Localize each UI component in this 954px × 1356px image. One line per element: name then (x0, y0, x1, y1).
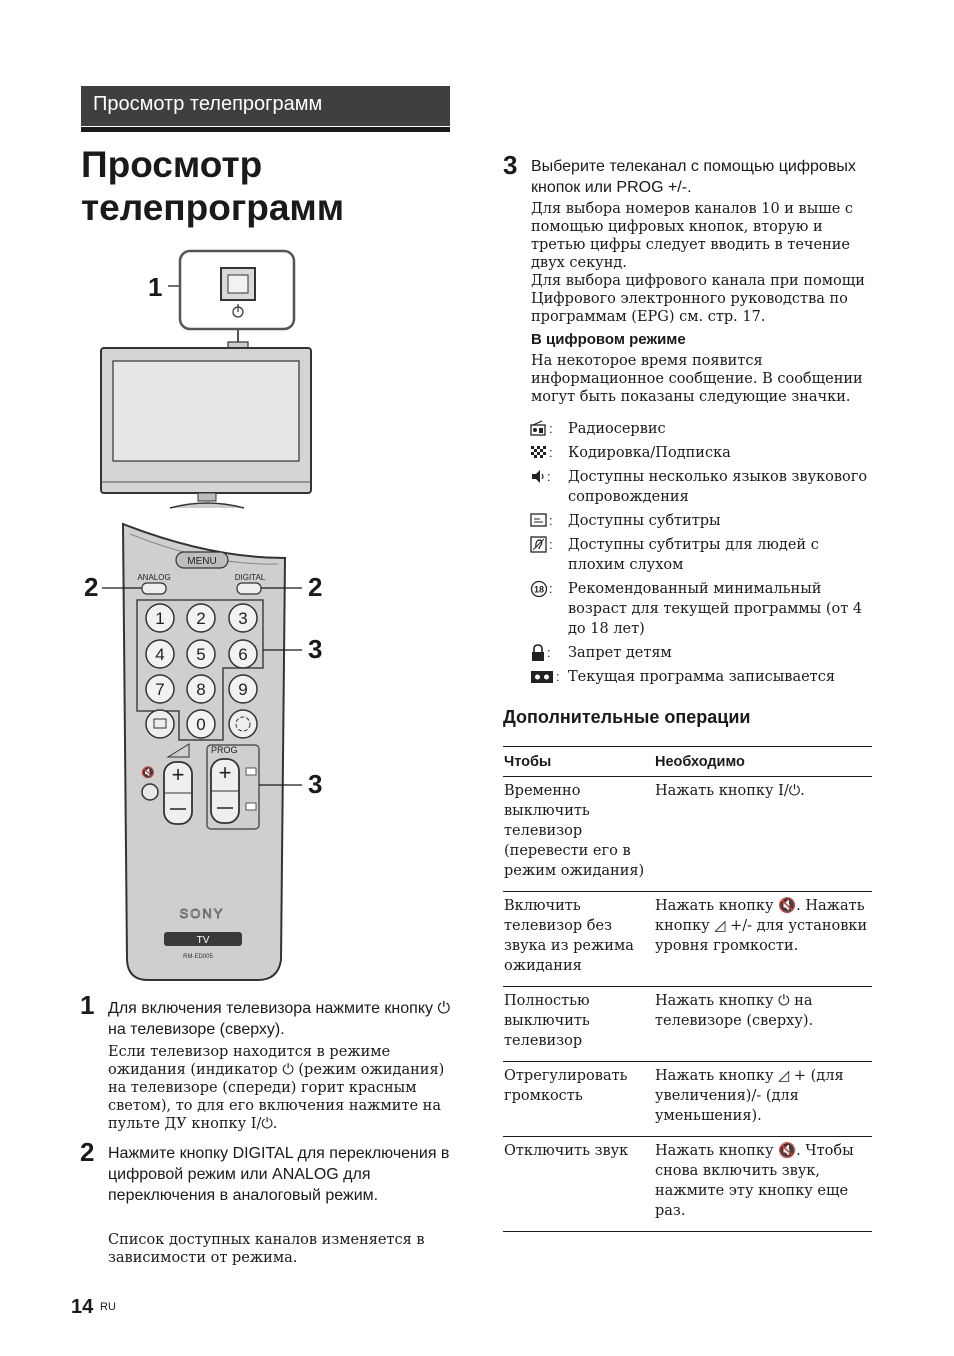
age-18-icon (530, 579, 568, 599)
mute-button (142, 784, 158, 800)
tv-and-remote-illustration (70, 240, 400, 985)
digit-label-2: 2 (196, 609, 206, 628)
digit-label-6: 6 (238, 645, 248, 664)
list-item: : Доступны несколько языков звукового сопровождения (530, 467, 875, 507)
svg-text::: : (549, 421, 553, 436)
additional-operations-title: Дополнительные операции (503, 707, 751, 727)
table-row: Временно выключить телевизор (перевести его в режим ожидания) Нажать кнопку I/⏻. (503, 777, 872, 892)
svg-text:18: 18 (533, 584, 545, 595)
svg-text::: : (556, 669, 560, 684)
step-3-number: 3 (503, 150, 518, 180)
analog-button (142, 583, 166, 594)
step-2-heading: Нажмите кнопку DIGITAL для переключения в цифровой режим или ANALOG для переключения в аналоговый режим. (108, 1145, 450, 1204)
svg-text:+: + (171, 762, 185, 787)
tv-label: TV (196, 935, 210, 946)
digit-label-0: 0 (196, 715, 206, 734)
lock-icon (530, 643, 568, 663)
digital-button (237, 583, 261, 594)
table-header (503, 747, 872, 777)
scrambled-icon (530, 443, 568, 463)
list-item: 18 : Рекомендованный минимальный возраст для текущей программы (от 4 до 18 лет) (530, 579, 875, 639)
callout-1: 1 (148, 272, 163, 302)
page-title: Просмотр телепрограмм (81, 144, 345, 228)
hearing-impaired-icon (530, 535, 568, 555)
recording-icon (530, 667, 568, 687)
callout-3-prog: 3 (308, 769, 323, 799)
svg-text:+: + (218, 760, 232, 785)
teletext-button (146, 710, 174, 738)
callout-2-right: 2 (308, 572, 323, 602)
page-language: RU (100, 1301, 116, 1313)
svg-text::: : (549, 445, 553, 460)
step-1-number: 1 (80, 990, 95, 1020)
table-row: Отрегулировать громкость Нажать кнопку ◿ + (для увеличения)/- (для уменьшения). (503, 1062, 872, 1137)
previous-channel-button (229, 710, 257, 738)
column-header-action: Чтобы (504, 753, 552, 770)
list-item: : Радиосервис (530, 419, 875, 439)
tv-set (101, 348, 311, 508)
table-row: Включить телевизор без звука из режима ожидания Нажать кнопку 🔇. Нажать кнопку ◿ +/- для установки уровня громкости. (503, 892, 872, 987)
digital-mode-body: На некоторое время появится информационное сообщение. В сообщении могут быть показаны следующие значки. (531, 353, 863, 405)
audio-languages-icon (530, 467, 568, 487)
digital-label: DIGITAL (234, 573, 266, 582)
subtitles-icon (530, 511, 568, 531)
digit-label-4: 4 (155, 645, 165, 664)
callout-2-left: 2 (84, 572, 99, 602)
column-header-how: Необходимо (655, 753, 745, 770)
section-header-bar (81, 86, 450, 126)
digit-label-5: 5 (196, 645, 206, 664)
digit-label-9: 9 (238, 680, 248, 699)
step-3-body (531, 200, 873, 326)
list-item: : Доступны субтитры (530, 511, 875, 531)
svg-text::: : (549, 537, 553, 552)
step-3-heading: Выберите телеканал с помощью цифровых кнопок или PROG +/-. (531, 158, 856, 196)
svg-text::: : (547, 645, 551, 660)
brand-logo: SONY (179, 906, 225, 921)
step-1-heading: Для включения телевизора нажмите кнопку ⏻ на телевизоре (сверху). (108, 1000, 451, 1038)
digit-label-8: 8 (196, 680, 206, 699)
digit-label-7: 7 (155, 680, 165, 699)
table-row: Отключить звук Нажать кнопку 🔇. Чтобы снова включить звук, нажмите эту кнопку еще раз. (503, 1137, 872, 1232)
radio-icon (530, 419, 568, 439)
callout-3-digits: 3 (308, 634, 323, 664)
list-item: : Доступны субтитры для людей с плохим слухом (530, 535, 875, 575)
step-1-body: Если телевизор находится в режиме ожидания (индикатор ⏻ (режим ожидания) на телевизоре (спереди) горит красным светом), то для его включения нажмите на пульте ДУ кнопку I/⏻. (108, 1044, 445, 1132)
remote-control (84, 524, 322, 980)
icon-legend-list (530, 419, 875, 691)
prog-label: PROG (211, 745, 238, 755)
model-label: RM-ED005 (183, 954, 213, 960)
header-rule (81, 127, 450, 132)
step-3-body-p1: Для выбора номеров каналов 10 и выше с помощью цифровых кнопок, вторую и третью цифры следует вводить в течение двух секунд. (531, 201, 854, 271)
digit-label-3: 3 (238, 609, 248, 628)
menu-button-label: MENU (187, 556, 217, 567)
section-header-title: Просмотр телепрограмм (93, 93, 323, 115)
mute-icon: 🔇 (141, 767, 155, 779)
step-2-number: 2 (80, 1137, 95, 1167)
list-item: : Текущая программа записывается (530, 667, 875, 687)
list-item: : Запрет детям (530, 643, 875, 663)
table-row: Полностью выключить телевизор Нажать кнопку ⏻ на телевизоре (сверху). (503, 987, 872, 1062)
svg-text::: : (549, 581, 553, 596)
step-3-body-p2: Для выбора цифрового канала при помощи Цифрового электронного руководства по программам (EPG) см. стр. 17. (531, 273, 865, 325)
list-item: : Кодировка/Подписка (530, 443, 875, 463)
analog-label: ANALOG (137, 573, 171, 582)
svg-text::: : (547, 469, 551, 484)
page-number: 14 (71, 1296, 94, 1318)
svg-text::: : (549, 513, 553, 528)
operations-table (503, 746, 872, 1232)
step-2-body: Список доступных каналов изменяется в зависимости от режима. (108, 1232, 425, 1266)
digit-label-1: 1 (155, 609, 165, 628)
digital-mode-subheading: В цифровом режиме (531, 331, 686, 348)
